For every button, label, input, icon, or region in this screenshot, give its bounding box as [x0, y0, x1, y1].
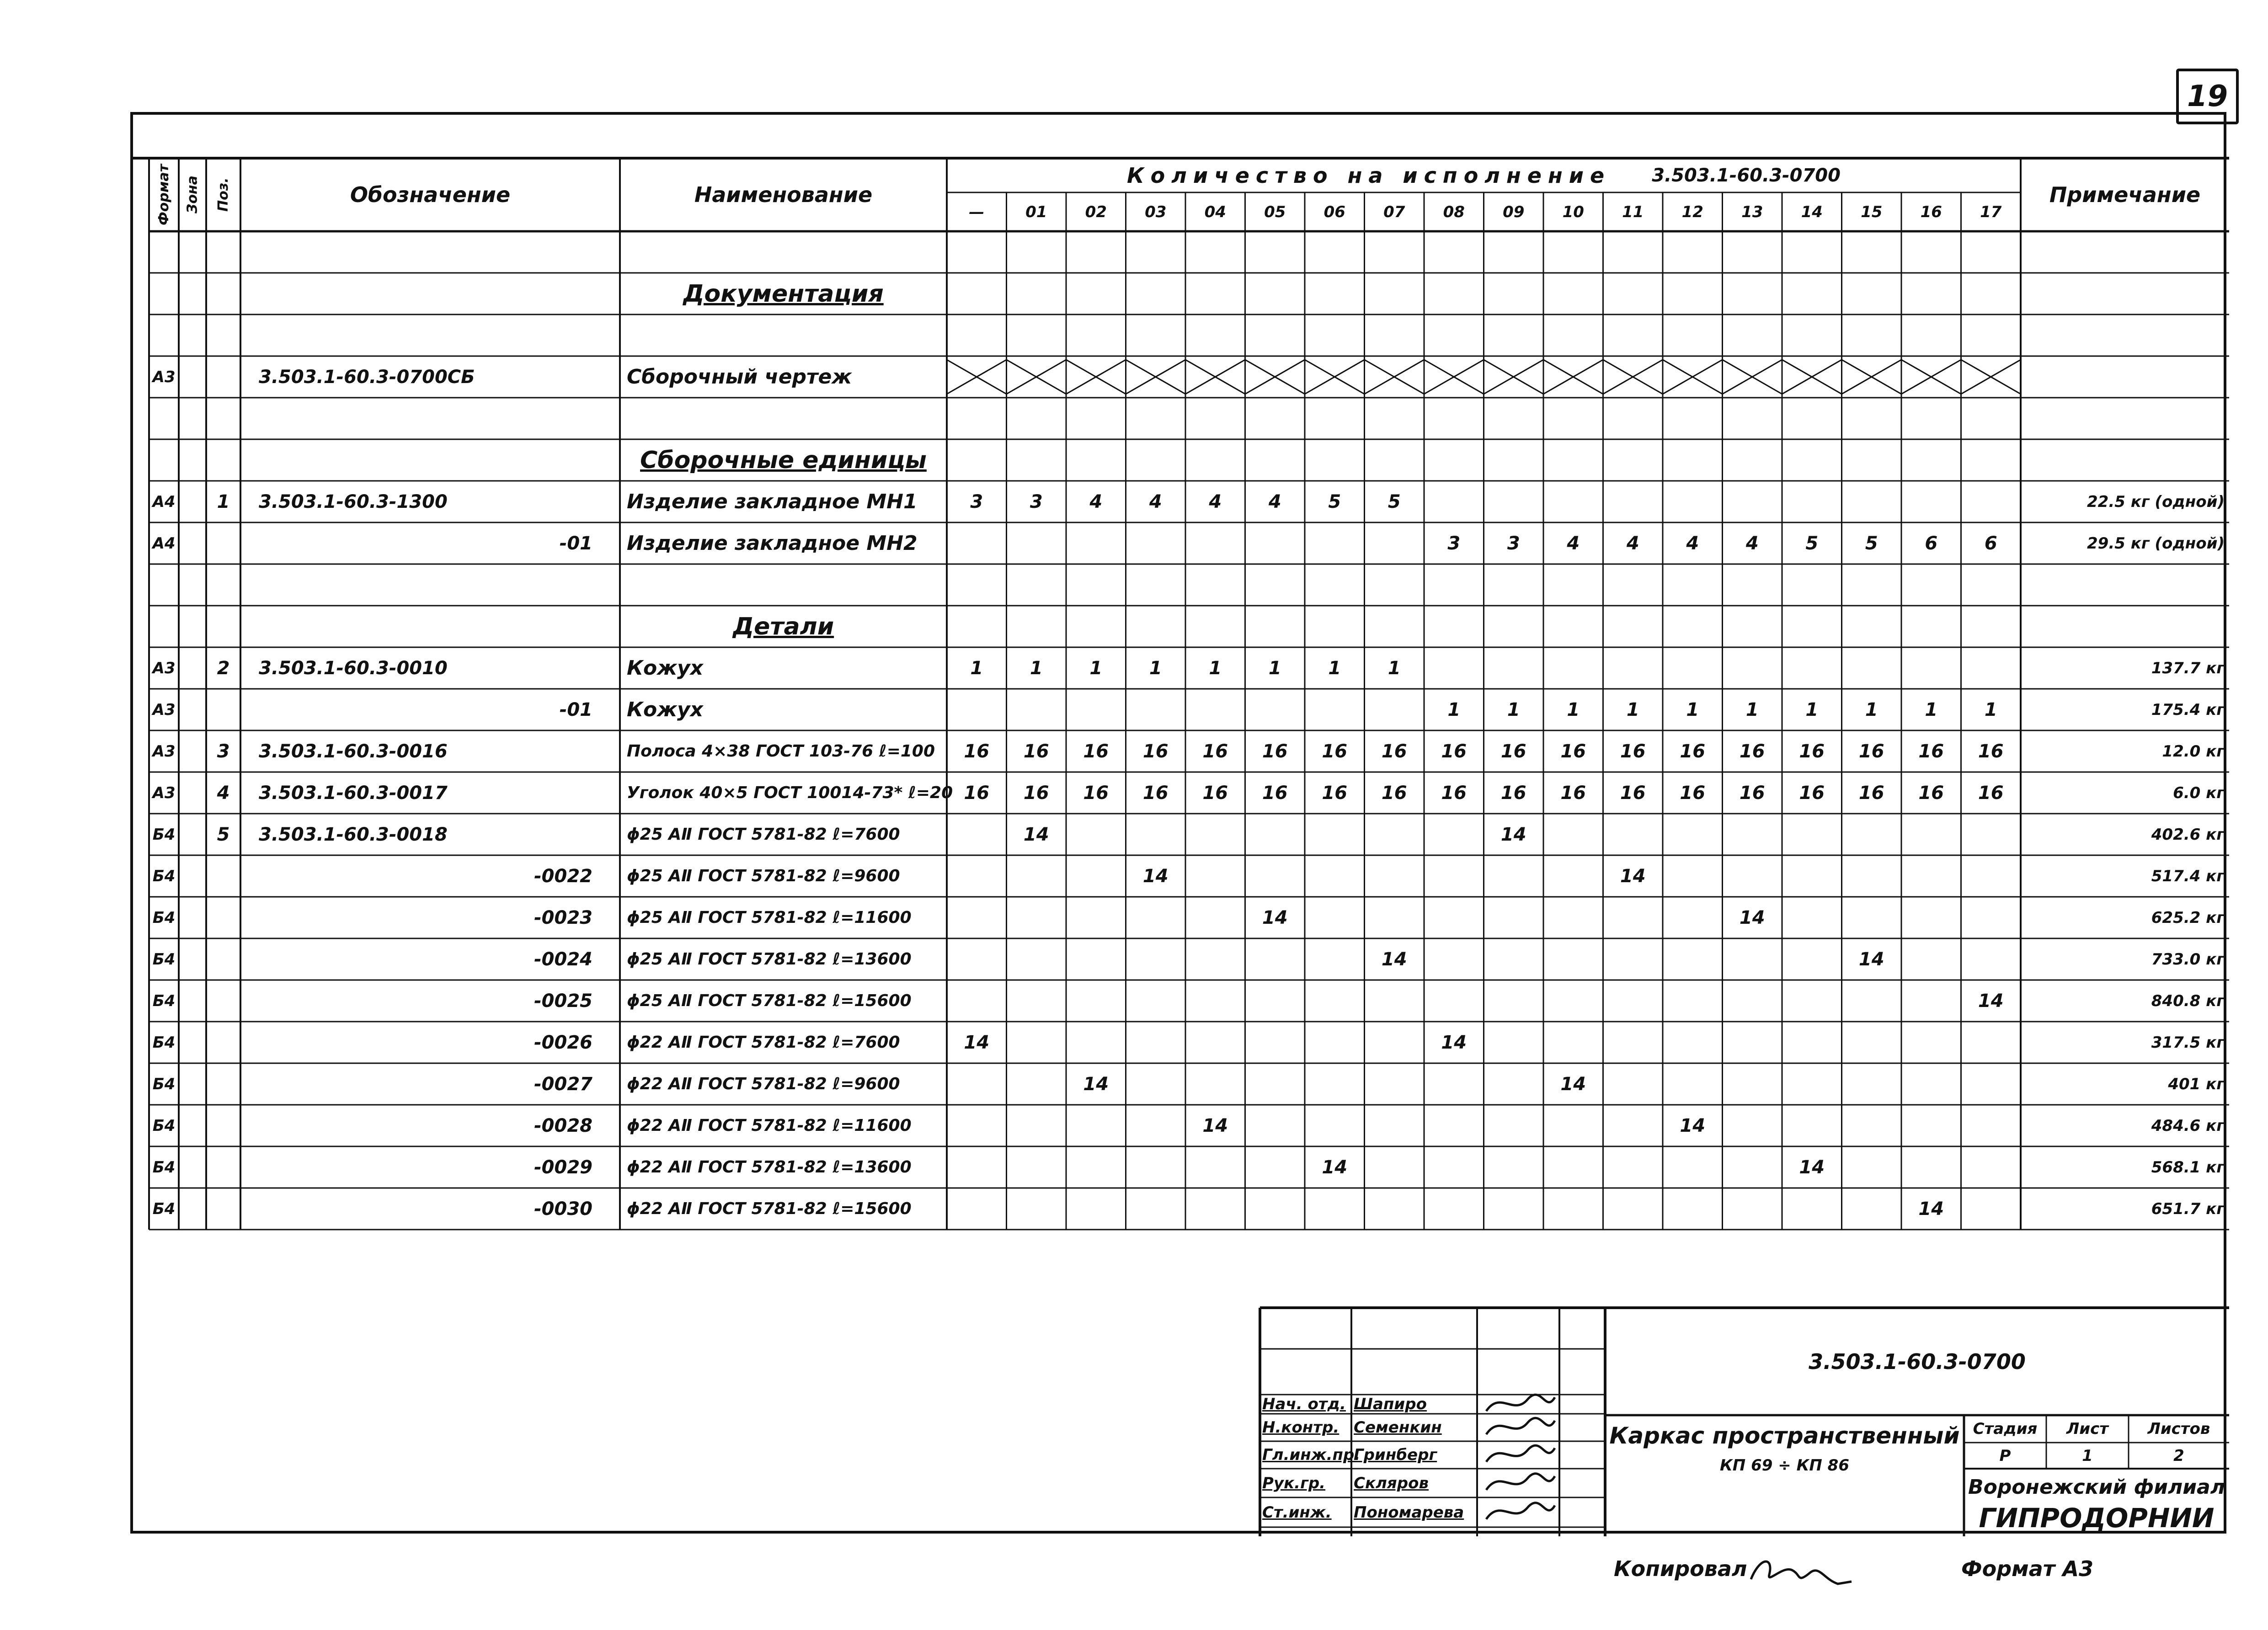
header-variant-14: 14 [1801, 202, 1823, 221]
row-qty-2: 14 [1083, 1073, 1109, 1095]
row-designation: -0029 [534, 1156, 592, 1178]
row-zone [179, 647, 206, 689]
row-zone [179, 938, 206, 980]
row-format: А3 [152, 742, 176, 761]
row-name: ϕ25 АⅡ ГОСТ 5781-82 ℓ=13600 [627, 950, 912, 969]
header-variant-13: 13 [1741, 202, 1763, 221]
row-note: 568.1 кг [2151, 1158, 2225, 1177]
row-name: ϕ22 АⅡ ГОСТ 5781-82 ℓ=9600 [627, 1075, 900, 1093]
row-designation: -01 [559, 699, 592, 720]
row-zone [179, 1146, 206, 1188]
row-zone [179, 772, 206, 814]
row-qty-12: 14 [1680, 1115, 1706, 1136]
row-zone [179, 980, 206, 1022]
drawing-frame [130, 112, 2226, 1534]
row-format: А4 [152, 492, 176, 511]
row-qty-7: 1 [1387, 657, 1401, 679]
header-variant-7: 07 [1383, 202, 1405, 221]
row-pos [206, 1063, 240, 1105]
row-qty-14: 5 [1805, 533, 1819, 554]
copied-label: Копировал [1614, 1556, 1747, 1581]
row-note: 317.5 кг [2151, 1033, 2225, 1052]
row-designation: -0024 [534, 948, 592, 970]
row-designation: 3.503.1-60.3-0016 [259, 740, 448, 762]
row-qty-12: 1 [1686, 699, 1699, 720]
row-designation: 3.503.1-60.3-0018 [259, 824, 448, 845]
row-format: А3 [152, 783, 176, 802]
row-pos [206, 1188, 240, 1230]
row-pos [206, 522, 240, 564]
signature-role: Рук.гр. [1262, 1474, 1326, 1492]
title-document-code: 3.503.1-60.3-0700 [1809, 1349, 2026, 1374]
row-qty-7: 16 [1381, 740, 1407, 762]
header-variant-11: 11 [1622, 202, 1644, 221]
row-qty-11: 16 [1620, 782, 1646, 804]
row-note: 175.4 кг [2151, 700, 2225, 719]
row-pos [206, 897, 240, 938]
header-designation: Обозначение [350, 182, 511, 207]
row-zone [179, 1063, 206, 1105]
header-variant-15: 15 [1861, 202, 1883, 221]
signature-name: Пономарева [1354, 1503, 1464, 1522]
signature-role: Ст.инж. [1262, 1503, 1332, 1522]
row-qty-10: 14 [1560, 1073, 1586, 1095]
row-note: 22.5 кг (одной) [2087, 492, 2225, 511]
title-sheet-label: Лист [2066, 1420, 2108, 1438]
section-title: Детали [732, 613, 834, 640]
row-qty-2: 1 [1089, 657, 1103, 679]
row-format: Б4 [152, 1199, 176, 1218]
title-sheets-label: Листов [2147, 1420, 2210, 1438]
row-format: Б4 [152, 908, 176, 927]
row-pos: 5 [217, 824, 230, 845]
row-pos [206, 855, 240, 897]
row-name: Кожух [627, 656, 704, 680]
row-qty-2: 16 [1083, 782, 1109, 804]
row-zone [179, 1105, 206, 1146]
row-qty-12: 16 [1680, 740, 1706, 762]
row-zone [179, 522, 206, 564]
row-pos [206, 1022, 240, 1063]
row-qty-16: 6 [1925, 533, 1938, 554]
header-variant-9: 09 [1503, 202, 1525, 221]
row-qty-5: 1 [1268, 657, 1281, 679]
row-format: Б4 [152, 1116, 176, 1135]
row-format: Б4 [152, 1033, 176, 1052]
row-note: 12.0 кг [2162, 742, 2225, 761]
row-qty-5: 14 [1262, 907, 1288, 928]
row-designation: -0026 [534, 1032, 592, 1053]
format-label: Формат А3 [1961, 1556, 2094, 1581]
signature-name: Гринберг [1354, 1446, 1437, 1464]
section-title: Документация [683, 280, 884, 308]
row-designation: -0025 [534, 990, 592, 1012]
title-sheet: 1 [2082, 1446, 2093, 1465]
row-qty-10: 4 [1567, 533, 1580, 554]
row-qty-0: 16 [964, 782, 990, 804]
row-qty-17: 6 [1984, 533, 1997, 554]
row-designation: 3.503.1-60.3-1300 [259, 491, 448, 512]
row-format: А3 [152, 368, 176, 386]
row-format: Б4 [152, 1075, 176, 1093]
row-qty-0: 3 [970, 491, 983, 512]
row-qty-10: 16 [1560, 740, 1586, 762]
header-variant-2: 02 [1085, 202, 1107, 221]
quantity-title-text: Количество на исполнение [1127, 163, 1611, 188]
row-name: ϕ25 АⅡ ГОСТ 5781-82 ℓ=11600 [627, 908, 912, 927]
row-qty-15: 16 [1858, 782, 1884, 804]
row-qty-17: 16 [1978, 782, 2004, 804]
row-zone [179, 356, 206, 398]
row-qty-5: 16 [1262, 782, 1288, 804]
sheet-number: 19 [2176, 69, 2239, 124]
row-designation: 3.503.1-60.3-0010 [259, 657, 448, 679]
signature-role: Н.контр. [1262, 1418, 1339, 1437]
row-qty-14: 16 [1799, 740, 1825, 762]
row-note: 651.7 кг [2151, 1199, 2225, 1218]
row-designation: 3.503.1-60.3-0700СБ [259, 366, 475, 388]
header-quantity-title [947, 158, 2021, 192]
row-qty-7: 16 [1381, 782, 1407, 804]
row-qty-16: 16 [1918, 782, 1944, 804]
row-note: 484.6 кг [2151, 1116, 2225, 1135]
row-zone [179, 730, 206, 772]
row-format: А3 [152, 659, 176, 677]
row-qty-3: 4 [1149, 491, 1162, 512]
row-qty-4: 16 [1202, 782, 1228, 804]
row-qty-1: 3 [1030, 491, 1043, 512]
title-document-subname: КП 69 ÷ КП 86 [1720, 1456, 1849, 1475]
row-note: 137.7 кг [2151, 659, 2225, 677]
row-qty-12: 4 [1686, 533, 1699, 554]
header-variant-10: 10 [1562, 202, 1584, 221]
signature-name: Скляров [1354, 1474, 1429, 1492]
row-name: Полоса 4×38 ГОСТ 103-76 ℓ=100 [627, 742, 935, 761]
header-pos: Поз. [215, 177, 231, 212]
row-qty-13: 16 [1739, 782, 1765, 804]
row-qty-11: 4 [1626, 533, 1639, 554]
header-variant-8: 08 [1443, 202, 1465, 221]
row-qty-9: 14 [1500, 824, 1526, 845]
row-pos: 1 [217, 491, 230, 512]
row-qty-3: 1 [1149, 657, 1162, 679]
row-designation: -0028 [534, 1115, 592, 1136]
row-name: ϕ22 АⅡ ГОСТ 5781-82 ℓ=7600 [627, 1033, 900, 1052]
row-qty-15: 5 [1865, 533, 1878, 554]
row-format: Б4 [152, 1158, 176, 1177]
signature-mark [1486, 1395, 1555, 1411]
row-qty-6: 5 [1328, 491, 1341, 512]
signature-mark [1486, 1503, 1555, 1519]
row-format: А4 [152, 534, 176, 553]
row-qty-17: 1 [1984, 699, 1997, 720]
signature-role: Нач. отд. [1262, 1395, 1346, 1413]
signature-name: Шапиро [1354, 1395, 1427, 1413]
row-note [2028, 356, 2225, 398]
row-name: ϕ25 АⅡ ГОСТ 5781-82 ℓ=9600 [627, 867, 900, 885]
title-sheets: 2 [2173, 1446, 2184, 1465]
row-qty-11: 16 [1620, 740, 1646, 762]
row-pos [206, 980, 240, 1022]
row-zone [179, 481, 206, 522]
row-qty-3: 16 [1142, 740, 1169, 762]
signature-mark [1486, 1445, 1555, 1462]
header-variant-16: 16 [1920, 202, 1942, 221]
row-note: 625.2 кг [2151, 908, 2225, 927]
row-qty-13: 1 [1745, 699, 1759, 720]
row-qty-15: 1 [1865, 699, 1878, 720]
row-pos [206, 356, 240, 398]
row-qty-1: 14 [1023, 824, 1049, 845]
row-qty-11: 14 [1620, 865, 1646, 887]
row-designation: -0030 [534, 1198, 592, 1220]
row-qty-0: 1 [970, 657, 983, 679]
row-pos [206, 1146, 240, 1188]
row-qty-7: 14 [1381, 948, 1407, 970]
row-qty-2: 4 [1089, 491, 1103, 512]
header-format: Формат [156, 164, 172, 225]
row-qty-5: 4 [1268, 491, 1281, 512]
row-note: 840.8 кг [2151, 991, 2225, 1010]
row-name: Изделие закладное МН2 [627, 532, 918, 555]
signature-mark [1486, 1418, 1555, 1434]
row-qty-9: 16 [1500, 782, 1526, 804]
row-zone [179, 1188, 206, 1230]
row-qty-1: 16 [1023, 740, 1049, 762]
row-qty-5: 16 [1262, 740, 1288, 762]
row-qty-8: 14 [1441, 1032, 1467, 1053]
row-qty-13: 4 [1745, 533, 1759, 554]
row-qty-14: 16 [1799, 782, 1825, 804]
row-qty-4: 1 [1209, 657, 1222, 679]
row-name: ϕ25 АⅡ ГОСТ 5781-82 ℓ=15600 [627, 991, 912, 1010]
row-designation: 3.503.1-60.3-0017 [259, 782, 448, 804]
row-qty-15: 14 [1858, 948, 1884, 970]
row-qty-9: 3 [1507, 533, 1520, 554]
row-qty-8: 16 [1441, 782, 1467, 804]
row-zone [179, 814, 206, 855]
row-qty-16: 1 [1925, 699, 1938, 720]
row-zone [179, 855, 206, 897]
row-pos: 3 [217, 740, 230, 762]
row-note: 517.4 кг [2151, 867, 2225, 885]
header-variant-6: 06 [1323, 202, 1345, 221]
signature-mark [1486, 1474, 1555, 1490]
row-qty-13: 16 [1739, 740, 1765, 762]
row-designation: -0022 [534, 865, 592, 887]
row-qty-7: 5 [1387, 491, 1401, 512]
row-pos [206, 1105, 240, 1146]
row-note: 402.6 кг [2151, 825, 2225, 844]
row-qty-14: 1 [1805, 699, 1819, 720]
row-qty-9: 16 [1500, 740, 1526, 762]
row-pos: 2 [217, 657, 230, 679]
row-designation: -0023 [534, 907, 592, 928]
row-note: 29.5 кг (одной) [2087, 534, 2225, 553]
row-note: 733.0 кг [2151, 950, 2225, 969]
row-qty-6: 16 [1322, 782, 1348, 804]
signature-role: Гл.инж.пр. [1262, 1446, 1361, 1464]
row-note: 6.0 кг [2173, 783, 2225, 802]
row-name: Уголок 40×5 ГОСТ 10014-73* ℓ=20 [627, 783, 953, 802]
row-format: Б4 [152, 867, 176, 885]
row-format: Б4 [152, 825, 176, 844]
row-name: Изделие закладное МН1 [627, 490, 918, 513]
row-qty-8: 16 [1441, 740, 1467, 762]
row-qty-4: 16 [1202, 740, 1228, 762]
header-variant-4: 04 [1204, 202, 1226, 221]
header-note: Примечание [2049, 182, 2201, 207]
row-designation: -0027 [534, 1073, 592, 1095]
row-qty-17: 14 [1978, 990, 2004, 1012]
row-qty-3: 16 [1142, 782, 1169, 804]
row-qty-3: 14 [1142, 865, 1169, 887]
row-qty-15: 16 [1858, 740, 1884, 762]
title-stage-label: Стадия [1973, 1420, 2038, 1438]
row-qty-10: 16 [1560, 782, 1586, 804]
row-qty-4: 4 [1209, 491, 1222, 512]
row-name: Сборочный чертеж [627, 365, 852, 389]
row-qty-0: 14 [964, 1032, 990, 1053]
row-qty-0: 16 [964, 740, 990, 762]
row-format: Б4 [152, 991, 176, 1010]
row-qty-10: 1 [1567, 699, 1580, 720]
row-name: ϕ22 АⅡ ГОСТ 5781-82 ℓ=13600 [627, 1158, 912, 1177]
row-name: ϕ25 АⅡ ГОСТ 5781-82 ℓ=7600 [627, 825, 900, 844]
title-organization-name: ГИПРОДОРНИИ [1979, 1502, 2215, 1534]
row-qty-11: 1 [1626, 699, 1639, 720]
row-qty-4: 14 [1202, 1115, 1228, 1136]
row-name: ϕ22 АⅡ ГОСТ 5781-82 ℓ=15600 [627, 1199, 912, 1218]
row-note: 401 кг [2168, 1075, 2225, 1093]
row-zone [179, 897, 206, 938]
row-qty-6: 16 [1322, 740, 1348, 762]
row-qty-1: 1 [1030, 657, 1043, 679]
row-qty-2: 16 [1083, 740, 1109, 762]
section-title: Сборочные единицы [640, 446, 927, 474]
row-format: Б4 [152, 950, 176, 969]
header-name: Наименование [694, 182, 873, 207]
title-organization: Воронежский филиал [1968, 1476, 2225, 1499]
row-pos [206, 689, 240, 730]
row-qty-13: 14 [1739, 907, 1765, 928]
row-pos [206, 938, 240, 980]
row-name: Кожух [627, 698, 704, 721]
header-variant-3: 03 [1145, 202, 1167, 221]
quantity-code-text: 3.503.1-60.3-0700 [1652, 165, 1841, 186]
header-variant-1: 01 [1025, 202, 1047, 221]
row-format: А3 [152, 700, 176, 719]
title-document-name: Каркас пространственный [1609, 1422, 1960, 1449]
header-zone: Зона [184, 176, 201, 214]
row-zone [179, 689, 206, 730]
header-variant-12: 12 [1681, 202, 1703, 221]
row-qty-6: 14 [1322, 1156, 1348, 1178]
row-qty-12: 16 [1680, 782, 1706, 804]
title-stage: Р [1999, 1446, 2011, 1465]
row-qty-8: 3 [1447, 533, 1461, 554]
signature-name: Семенкин [1354, 1418, 1442, 1437]
row-qty-8: 1 [1447, 699, 1461, 720]
row-pos: 4 [217, 782, 230, 804]
row-qty-1: 16 [1023, 782, 1049, 804]
header-variant-5: 05 [1264, 202, 1286, 221]
row-zone [179, 1022, 206, 1063]
row-name: ϕ22 АⅡ ГОСТ 5781-82 ℓ=11600 [627, 1116, 912, 1135]
header-variant-17: 17 [1980, 202, 2002, 221]
row-designation: -01 [559, 533, 592, 554]
row-qty-17: 16 [1978, 740, 2004, 762]
row-qty-9: 1 [1507, 699, 1520, 720]
row-qty-16: 16 [1918, 740, 1944, 762]
copier-signature [1746, 1552, 1856, 1593]
row-qty-16: 14 [1918, 1198, 1944, 1220]
row-qty-14: 14 [1799, 1156, 1825, 1178]
row-qty-6: 1 [1328, 657, 1341, 679]
header-variant-0: — [969, 202, 985, 221]
